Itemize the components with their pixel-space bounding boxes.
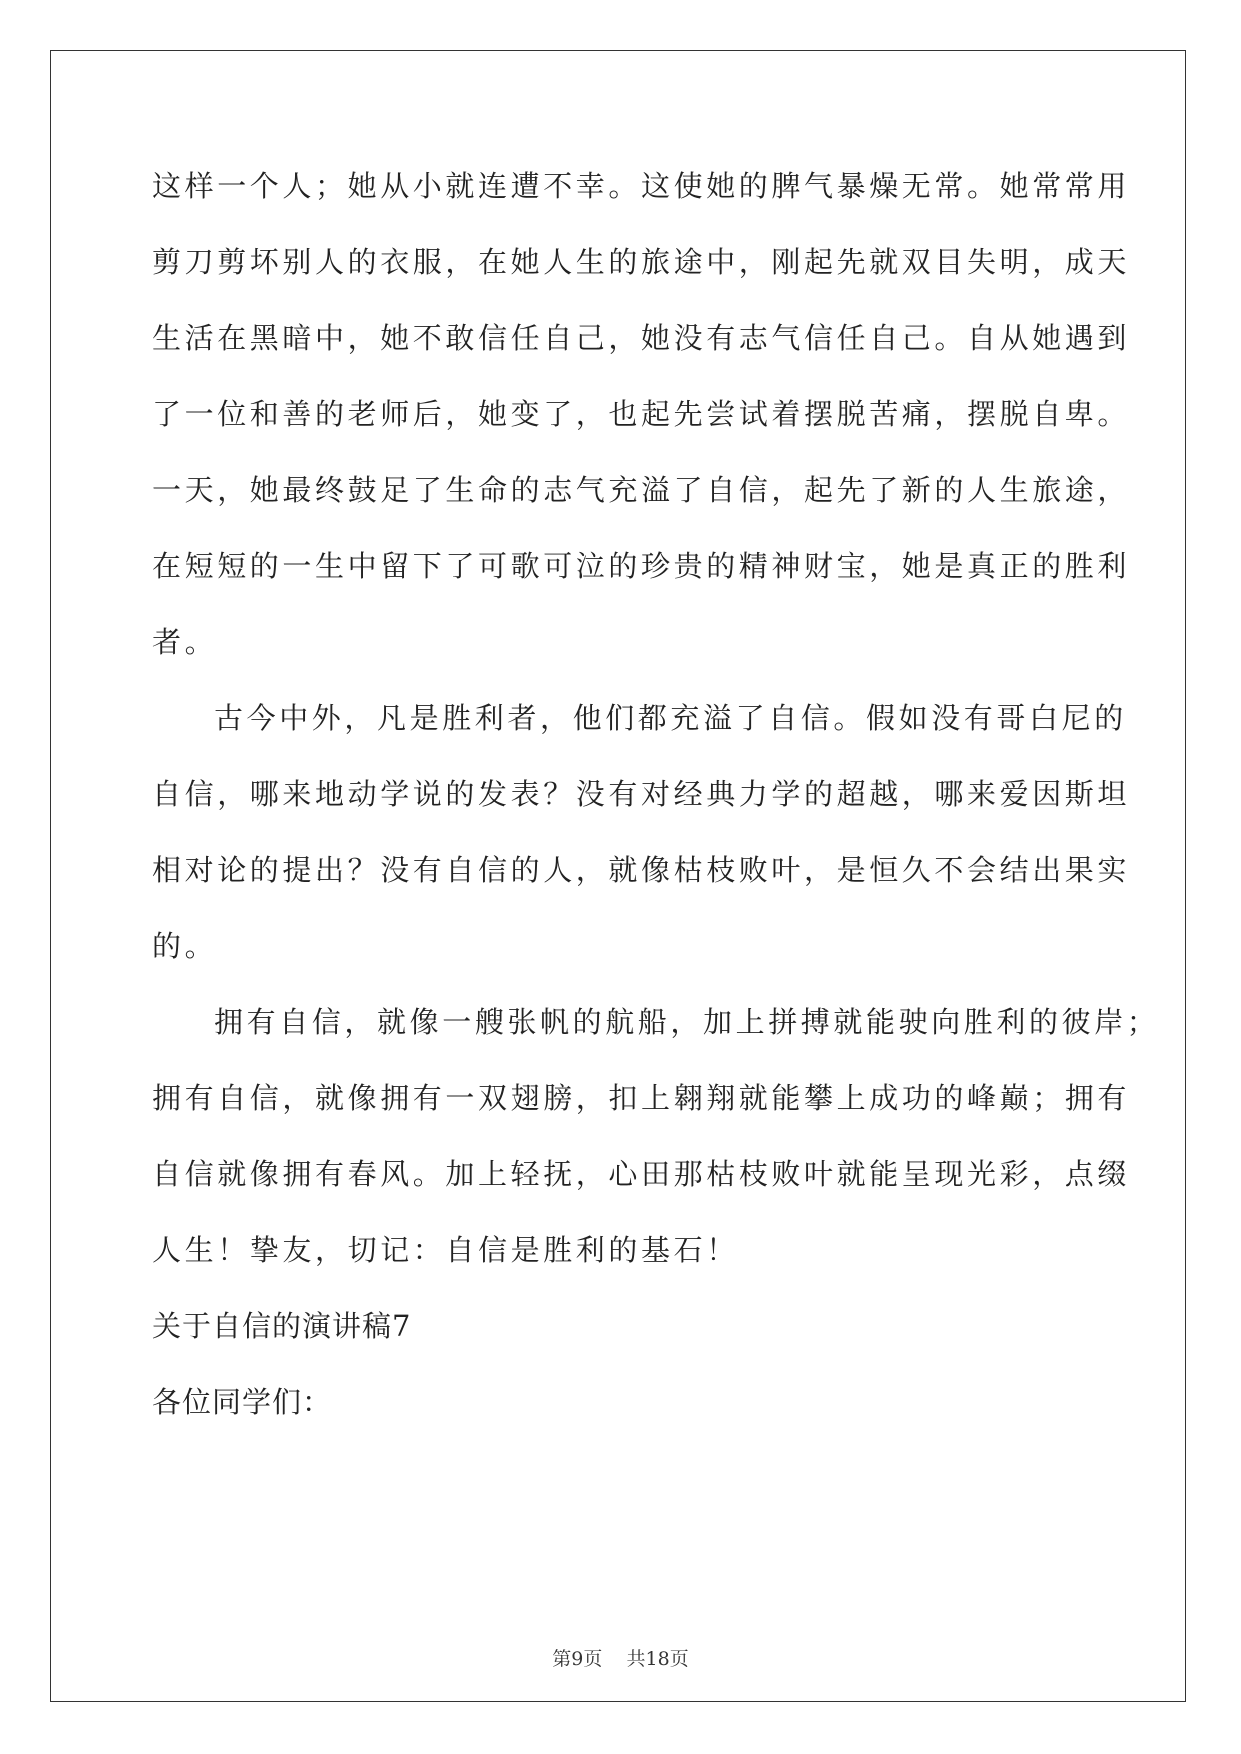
- document-body: [152, 160, 1160, 1452]
- paragraph-line: 拥有自信，就像一艘张帆的航船，加上拼搏就能驶向胜利的彼岸；: [214, 1005, 1160, 1039]
- page-number: 第9页: [552, 1648, 603, 1670]
- salutation: 各位同学们：: [152, 1385, 333, 1419]
- section-heading: 关于自信的演讲稿7: [152, 1309, 412, 1343]
- paragraph-line: 相对论的提出？没有自信的人，就像枯枝败叶，是恒久不会结出果实: [152, 853, 1131, 887]
- paragraph-line: 剪刀剪坏别人的衣服，在她人生的旅途中，刚起先就双目失明，成天: [152, 245, 1131, 279]
- paragraph-line: 者。: [152, 625, 218, 659]
- paragraph-line: 自信就像拥有春风。加上轻抚，心田那枯枝败叶就能呈现光彩，点缀: [152, 1157, 1131, 1191]
- paragraph-line: 在短短的一生中留下了可歌可泣的珍贵的精神财宝，她是真正的胜利: [152, 549, 1131, 583]
- paragraph-line: 古今中外，凡是胜利者，他们都充溢了自信。假如没有哥白尼的: [214, 701, 1127, 735]
- paragraph-line: 自信，哪来地动学说的发表？没有对经典力学的超越，哪来爱因斯坦: [152, 777, 1131, 811]
- paragraph-line: 这样一个人；她从小就连遭不幸。这使她的脾气暴燥无常。她常常用: [152, 169, 1131, 203]
- paragraph-line: 一天，她最终鼓足了生命的志气充溢了自信，起先了新的人生旅途，: [152, 473, 1131, 507]
- paragraph-line: 生活在黑暗中，她不敢信任自己，她没有志气信任自己。自从她遇到: [152, 321, 1131, 355]
- paragraph-line: 了一位和善的老师后，她变了，也起先尝试着摆脱苦痛，摆脱自卑。: [152, 397, 1131, 431]
- paragraph-line: 拥有自信，就像拥有一双翅膀，扣上翱翔就能攀上成功的峰巅；拥有: [152, 1081, 1131, 1115]
- paragraph-line: 人生！挚友，切记：自信是胜利的基石！: [152, 1233, 739, 1267]
- paragraph-line: 的。: [152, 929, 218, 963]
- page-footer: [0, 1644, 1241, 1671]
- page-total: 共18页: [626, 1648, 689, 1670]
